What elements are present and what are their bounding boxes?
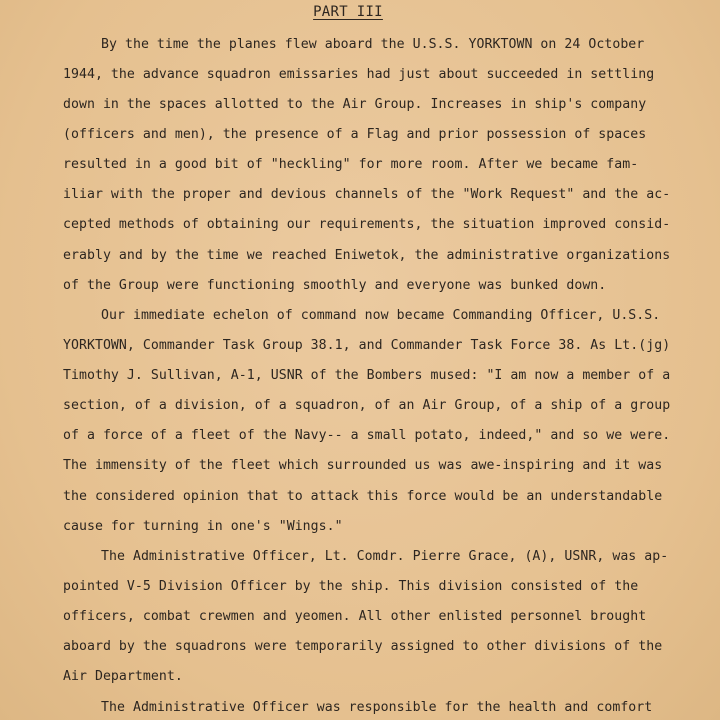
text-line: iliar with the proper and devious channels of the "Work Request" and the ac- [63,187,671,202]
text-line: The Administrative Officer was responsible for the health and comfort [101,700,653,715]
text-line: down in the spaces allotted to the Air Group. Increases in ship's company [63,97,647,112]
text-line: YORKTOWN, Commander Task Group 38.1, and Commander Task Force 38. As Lt.(jg) [63,338,671,353]
text-line: 1944, the advance squadron emissaries had just about succeeded in settling [63,67,655,82]
text-line: the considered opinion that to attack this force would be an understandable [63,489,663,504]
section-heading: PART III [313,4,383,20]
text-line: pointed V-5 Division Officer by the ship. This division consisted of the [63,579,639,594]
text-line: cause for turning in one's "Wings." [63,519,343,534]
text-line: (officers and men), the presence of a Flag and prior possession of spaces [63,127,647,142]
text-line: By the time the planes flew aboard the U.S.S. YORKTOWN on 24 October [101,37,645,52]
text-line: officers, combat crewmen and yeomen. All other enlisted personnel brought [63,609,647,624]
text-line: Timothy J. Sullivan, A-1, USNR of the Bombers mused: "I am now a member of a [63,368,671,383]
text-line: erably and by the time we reached Eniwetok, the administrative organizations [63,248,671,263]
text-line: The Administrative Officer, Lt. Comdr. Pierre Grace, (A), USNR, was ap- [101,549,669,564]
text-line: cepted methods of obtaining our requirements, the situation improved consid- [63,217,671,232]
text-line: of a force of a fleet of the Navy-- a small potato, indeed," and so we were. [63,428,671,443]
text-line: Our immediate echelon of command now became Commanding Officer, U.S.S. [101,308,661,323]
text-line: section, of a division, of a squadron, of an Air Group, of a ship of a group [63,398,671,413]
text-line: of the Group were functioning smoothly and everyone was bunked down. [63,278,607,293]
text-line: aboard by the squadrons were temporarily assigned to other divisions of the [63,639,663,654]
text-line: resulted in a good bit of "heckling" for more room. After we became fam- [63,157,639,172]
text-line: The immensity of the fleet which surrounded us was awe-inspiring and it was [63,458,663,473]
text-line: Air Department. [63,669,183,684]
